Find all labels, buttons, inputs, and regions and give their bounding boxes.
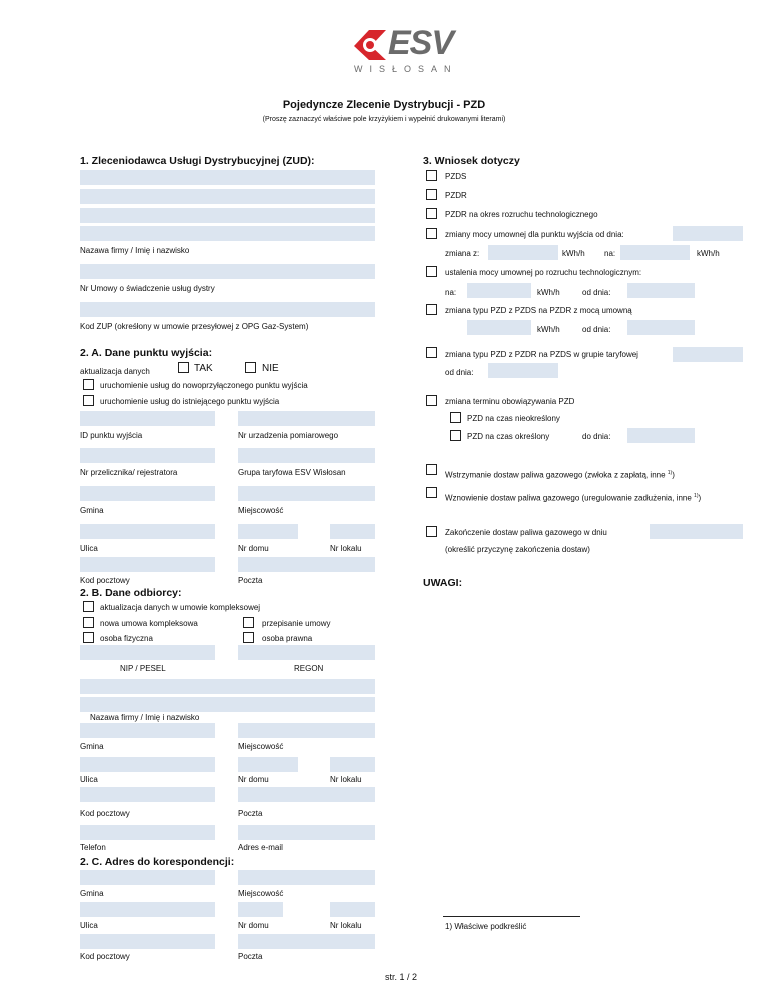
nie-checkbox[interactable] (245, 362, 256, 373)
kwh-label-1: kWh/h (562, 249, 585, 258)
przepisanie-label: przepisanie umowy (262, 619, 331, 628)
zmiany-mocy-date-input[interactable] (673, 226, 743, 241)
section-2a-title: 2. A. Dane punktu wyjścia: (80, 347, 213, 359)
odb-gmina-input[interactable] (80, 723, 215, 738)
typ2-grupa-input[interactable] (673, 347, 743, 362)
section-1-title: 1. Zleceniodawca Usługi Dystrybucyjnej (ZUD): (80, 155, 315, 167)
odb-ulica-input[interactable] (80, 757, 215, 772)
aktual-umowa-label: aktualizacja danych w umowie kompleksowej (100, 603, 261, 612)
fizyczna-label: osoba fizyczna (100, 634, 153, 643)
zmiana-z-input[interactable] (488, 245, 558, 260)
pzds-label: PZDS (445, 172, 467, 181)
wznowienie-label: Wznowienie dostaw paliwa gazowego (uregulowanie zadłużenia, inne $^{1)}$) (445, 493, 702, 503)
telefon-input[interactable] (80, 825, 215, 840)
footnote-divider (443, 916, 580, 917)
na-label-2: na: (445, 288, 457, 297)
pzdr-rozruch-checkbox[interactable] (426, 208, 437, 219)
nowo-label: uruchomienie usług do nowoprzyłączonego punktu wyjścia (100, 381, 308, 390)
odb-miejscowosc-label: Miejscowość (238, 742, 284, 751)
zud-input-1[interactable] (80, 170, 375, 185)
nip-input[interactable] (80, 645, 215, 660)
zud-input-2[interactable] (80, 189, 375, 204)
nowo-checkbox[interactable] (83, 379, 94, 390)
kor-nr-lokalu-label: Nr lokalu (330, 921, 362, 930)
section-2c-title: 2. C. Adres do korespondencji: (80, 856, 235, 868)
odb-miejscowosc-input[interactable] (238, 723, 375, 738)
kor-ulica-input[interactable] (80, 902, 215, 917)
zakonczenie-note: (określić przyczynę zakończenia dostaw) (445, 545, 590, 554)
nr-przelicznika-label: Nr przelicznika/ rejestratora (80, 468, 178, 477)
email-label: Adres e-mail (238, 843, 283, 852)
kwh-label-4: kWh/h (537, 325, 560, 334)
kor-miejscowosc-label: Miejscowość (238, 889, 284, 898)
pzdr-checkbox[interactable] (426, 189, 437, 200)
nieokreslony-checkbox[interactable] (450, 412, 461, 423)
odb-nr-domu-label: Nr domu (238, 775, 269, 784)
kor-gmina-input[interactable] (80, 870, 215, 885)
uwagi-label: UWAGI: (423, 577, 463, 589)
logo (350, 26, 470, 78)
gmina-input[interactable] (80, 486, 215, 501)
termin-label: zmiana terminu obowiązywania PZD (445, 397, 575, 406)
kor-miejscowosc-input[interactable] (238, 870, 375, 885)
okreslony-date-input[interactable] (627, 428, 695, 443)
typ2-label: zmiana typu PZD z PZDR na PZDS w grupie taryfowej (445, 350, 638, 359)
kor-nr-lokalu-input[interactable] (330, 902, 375, 917)
ustalenia-na-input[interactable] (467, 283, 531, 298)
gmina-label: Gmina (80, 506, 104, 515)
typ1-moc-input[interactable] (467, 320, 531, 335)
odb-kod-label: Kod pocztowy (80, 809, 130, 818)
kod-label: Kod pocztowy (80, 576, 130, 585)
zud-zup-input[interactable] (80, 302, 375, 317)
telefon-label: Telefon (80, 843, 106, 852)
kor-gmina-label: Gmina (80, 889, 104, 898)
zakonczenie-label: Zakończenie dostaw paliwa gazowego w dniu (445, 528, 607, 537)
od-dnia-label-3: od dnia: (445, 368, 474, 377)
tak-label: TAK (194, 363, 213, 374)
kor-poczta-label: Poczta (238, 952, 263, 961)
termin-checkbox[interactable] (426, 395, 437, 406)
ustalenia-date-input[interactable] (627, 283, 695, 298)
zmiany-mocy-label: zmiany mocy umownej dla punktu wyjścia od dnia: (445, 230, 624, 239)
id-punktu-label: ID punktu wyjścia (80, 431, 143, 440)
footnote: 1) Właściwe podkreślić (445, 922, 527, 931)
aktualizacja-label: aktualizacja danych (80, 367, 150, 376)
kor-nr-domu-input[interactable] (238, 902, 283, 917)
zakonczenie-date-input[interactable] (650, 524, 743, 539)
section-3-title: 3. Wniosek dotyczy (423, 155, 520, 167)
odb-poczta-input[interactable] (238, 787, 375, 802)
odbiorca-firma-input-1[interactable] (80, 679, 375, 694)
kwh-label-3: kWh/h (537, 288, 560, 297)
id-punktu-input[interactable] (80, 411, 215, 426)
nip-label: NIP / PESEL (120, 664, 166, 673)
nr-przelicznika-input[interactable] (80, 448, 215, 463)
istn-label: uruchomienie usług do istniejącego punktu wyjścia (100, 397, 280, 406)
page-subtitle: (Proszę zaznaczyć właściwe pole krzyżykiem i wypełnić drukowanymi literami) (262, 116, 506, 123)
pzds-checkbox[interactable] (426, 170, 437, 181)
zakonczenie-checkbox[interactable] (426, 526, 437, 537)
istn-checkbox[interactable] (83, 395, 94, 406)
nr-lokalu-input[interactable] (330, 524, 375, 539)
nr-lokalu-label: Nr lokalu (330, 544, 362, 553)
nr-domu-input[interactable] (238, 524, 298, 539)
typ2-date-input[interactable] (488, 363, 558, 378)
zud-umowa-label: Nr Umowy o świadczenie usług dystry (80, 284, 215, 293)
page-title: Pojedyncze Zlecenie Dystrybucji - PZD (282, 99, 486, 111)
kor-poczta-input[interactable] (238, 934, 375, 949)
poczta-input[interactable] (238, 557, 375, 572)
odb-kod-input[interactable] (80, 787, 215, 802)
regon-input[interactable] (238, 645, 375, 660)
odb-nr-domu-input[interactable] (238, 757, 298, 772)
typ2-checkbox[interactable] (426, 347, 437, 358)
okreslony-label: PZD na czas określony (467, 432, 550, 441)
wstrzymanie-label: Wstrzymanie dostaw paliwa gazowego (zwłoka z zapłatą, inne $^{1)}$) (445, 470, 675, 480)
nr-urzadzenia-input[interactable] (238, 411, 375, 426)
regon-label: REGON (294, 664, 324, 673)
miejscowosc-input[interactable] (238, 486, 375, 501)
logo-subtitle: WISŁOSAN (354, 64, 458, 74)
nowa-umowa-label: nowa umowa kompleksowa (100, 619, 198, 628)
zud-umowa-input[interactable] (80, 264, 375, 279)
ulica-label: Ulica (80, 544, 98, 553)
zud-input-4[interactable] (80, 226, 375, 241)
wznowienie-checkbox[interactable] (426, 487, 437, 498)
kwh-label-2: kWh/h (697, 249, 720, 258)
odbiorca-firma-input-2[interactable] (80, 697, 375, 712)
kor-kod-label: Kod pocztowy (80, 952, 130, 961)
odb-gmina-label: Gmina (80, 742, 104, 751)
odb-nr-lokalu-input[interactable] (330, 757, 375, 772)
kod-input[interactable] (80, 557, 215, 572)
tak-checkbox[interactable] (178, 362, 189, 373)
odb-nr-lokalu-label: Nr lokalu (330, 775, 362, 784)
pzdr-label: PZDR (445, 191, 467, 200)
logo-brand: ESV (388, 24, 454, 62)
ustalenia-checkbox[interactable] (426, 266, 437, 277)
fizyczna-checkbox[interactable] (83, 632, 94, 643)
section-2b-title: 2. B. Dane odbiorcy: (80, 587, 182, 599)
wstrzymanie-checkbox[interactable] (426, 464, 437, 475)
page-number: str. 1 / 2 (385, 972, 418, 982)
zmiana-na-input[interactable] (620, 245, 690, 260)
prawna-label: osoba prawna (262, 634, 313, 643)
na-label-1: na: (604, 249, 616, 258)
zud-input-3[interactable] (80, 208, 375, 223)
nr-domu-label: Nr domu (238, 544, 269, 553)
kor-kod-input[interactable] (80, 934, 215, 949)
typ1-label: zmiana typu PZD z PZDS na PZDR z mocą umowną (445, 306, 632, 315)
nieokreslony-label: PZD na czas nieokreślony (467, 414, 560, 423)
pzdr-rozruch-label: PZDR na okres rozruchu technologicznego (445, 210, 598, 219)
odb-poczta-label: Poczta (238, 809, 263, 818)
przepisanie-checkbox[interactable] (243, 617, 254, 628)
do-dnia-label: do dnia: (582, 432, 611, 441)
ulica-input[interactable] (80, 524, 215, 539)
zud-zup-label: Kod ZUP (okreśłony w umowie przesyłowej z OPG Gaz-System) (80, 322, 309, 331)
zmiany-mocy-checkbox[interactable] (426, 228, 437, 239)
aktual-umowa-checkbox[interactable] (83, 601, 94, 612)
odbiorca-firma-label: Nazawa firmy / Imię i nazwisko (90, 713, 200, 722)
poczta-label: Poczta (238, 576, 263, 585)
grupa-label: Grupa taryfowa ESV Wisłosan (238, 468, 346, 477)
nowa-umowa-checkbox[interactable] (83, 617, 94, 628)
zmiana-z-label: zmiana z: (445, 249, 480, 258)
email-input[interactable] (238, 825, 375, 840)
nr-urzadzenia-label: Nr urzadzenia pomiarowego (238, 431, 339, 440)
okreslony-checkbox[interactable] (450, 430, 461, 441)
kor-ulica-label: Ulica (80, 921, 98, 930)
grupa-input[interactable] (238, 448, 375, 463)
zud-firma-label: Nazawa firmy / Imię i nazwisko (80, 246, 190, 255)
ustalenia-label: ustalenia mocy umownej po rozruchu technologicznym: (445, 268, 642, 277)
odb-ulica-label: Ulica (80, 775, 98, 784)
prawna-checkbox[interactable] (243, 632, 254, 643)
miejscowosc-label: Miejscowość (238, 506, 284, 515)
typ1-date-input[interactable] (627, 320, 695, 335)
kor-nr-domu-label: Nr domu (238, 921, 269, 930)
od-dnia-label-2: od dnia: (582, 325, 611, 334)
logo-emblem-icon (352, 28, 388, 62)
nie-label: NIE (262, 363, 279, 374)
typ1-checkbox[interactable] (426, 304, 437, 315)
od-dnia-label-1: od dnia: (582, 288, 611, 297)
